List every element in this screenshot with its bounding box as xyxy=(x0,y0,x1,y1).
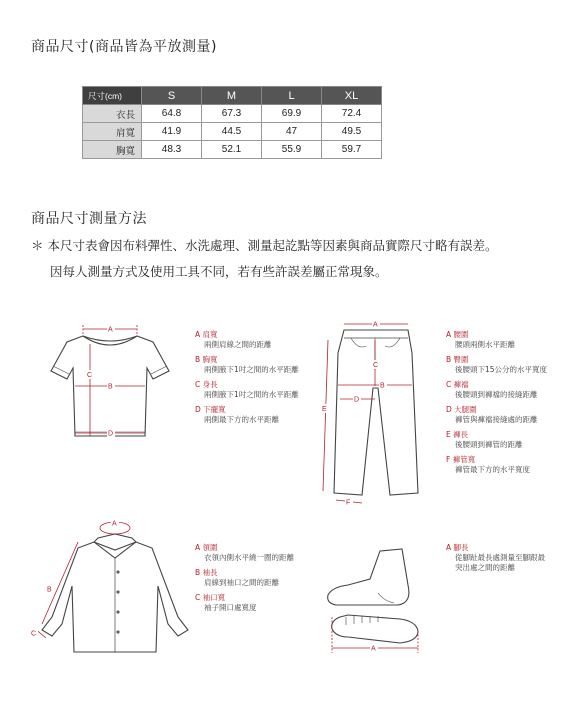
size-table-corner: 尺寸(cm) xyxy=(83,87,142,105)
legend-desc: 兩側腋下1吋之間的水平距離 xyxy=(204,365,299,374)
tshirt-mark-a: A xyxy=(108,326,113,334)
table-row xyxy=(83,105,382,123)
legend-item xyxy=(446,405,547,425)
legend-desc: 後腰頭下15公分的水平寬度 xyxy=(455,365,548,374)
legend-item xyxy=(195,355,299,375)
tshirt-mark-b: B xyxy=(108,383,113,391)
legend-label: D 大腿圍 xyxy=(446,405,477,414)
shirt-mark-c: C xyxy=(31,630,37,638)
size-col-s: S xyxy=(142,87,202,105)
legend-desc: 從腳趾最長處測量至腳跟最突出處之間的距離 xyxy=(455,553,545,572)
legend-item xyxy=(195,568,294,588)
table-cell: 69.9 xyxy=(262,105,322,123)
pants-mark-f: F xyxy=(346,499,351,507)
table-row xyxy=(83,123,382,141)
pants-mark-b: B xyxy=(380,382,385,390)
pants-diagram xyxy=(318,318,433,508)
size-table-header xyxy=(83,87,382,105)
pants-mark-e: E xyxy=(322,406,327,413)
legend-label: C 身長 xyxy=(195,380,218,389)
tshirt-mark-d: D xyxy=(108,430,114,438)
size-col-xl: XL xyxy=(322,87,382,105)
legend-item xyxy=(446,455,547,475)
legend-desc: 袖子開口處寬度 xyxy=(204,603,257,612)
foot-sole-outline xyxy=(332,615,418,643)
size-col-l: L xyxy=(262,87,322,105)
shirt-mark-a: A xyxy=(112,520,117,528)
legend-item xyxy=(446,355,547,375)
size-title: 商品尺寸(商品皆為平放測量) xyxy=(31,39,217,55)
legend-desc: 腰頭兩側水平距離 xyxy=(455,340,515,349)
legend-item xyxy=(195,543,294,563)
legend-desc: 褲管與褲襠接縫處的距離 xyxy=(455,415,538,424)
pants-mark-c: C xyxy=(373,362,379,369)
pants-mark-a: A xyxy=(373,321,378,329)
legend-item xyxy=(195,380,299,400)
table-cell: 64.8 xyxy=(142,105,202,123)
table-row xyxy=(83,141,382,159)
table-cell: 47 xyxy=(262,123,322,141)
legend-desc: 褲管最下方的水平寬度 xyxy=(455,465,530,474)
shirt-legend xyxy=(195,543,294,618)
table-cell: 44.5 xyxy=(202,123,262,141)
pants-outline xyxy=(334,330,418,495)
legend-label: A 腰圍 xyxy=(446,330,469,339)
legend-label: B 臀圍 xyxy=(446,355,469,364)
table-cell: 59.7 xyxy=(322,141,382,159)
legend-item xyxy=(446,380,547,400)
note-line-2: 因每人測量方式及使用工具不同，若有些許誤差屬正常現象。 xyxy=(50,264,388,279)
size-col-m: M xyxy=(202,87,262,105)
legend-item xyxy=(195,405,299,425)
legend-label: A 肩寬 xyxy=(195,330,218,339)
pants-legend xyxy=(446,330,547,480)
legend-item xyxy=(195,330,299,350)
shirt-diagram xyxy=(28,512,188,652)
legend-desc: 後腰頭到褲管的距離 xyxy=(455,440,523,449)
table-cell: 72.4 xyxy=(322,105,382,123)
row-label: 胸寬 xyxy=(83,141,142,159)
table-cell: 67.3 xyxy=(202,105,262,123)
legend-label: B 袖長 xyxy=(195,568,218,577)
method-title: 商品尺寸測量方法 xyxy=(31,211,147,227)
legend-desc: 肩線到袖口之間的距離 xyxy=(204,578,279,587)
legend-label: C 褲襠 xyxy=(446,380,469,389)
legend-desc: 衣領內側水平繞一圈的距離 xyxy=(204,553,294,562)
table-cell: 55.9 xyxy=(262,141,322,159)
foot-legend xyxy=(446,543,546,578)
tshirt-diagram xyxy=(45,316,175,446)
size-table xyxy=(82,86,382,159)
legend-label: E 褲長 xyxy=(446,430,469,439)
legend-item xyxy=(446,543,546,573)
foot-diagram xyxy=(318,545,428,660)
legend-desc: 兩側肩線之間的距離 xyxy=(204,340,272,349)
row-label: 衣長 xyxy=(83,105,142,123)
foot-mark-a: A xyxy=(371,645,376,653)
legend-desc: 兩側腋下1吋之間的水平距離 xyxy=(204,390,299,399)
legend-desc: 兩側最下方的水平距離 xyxy=(204,415,279,424)
legend-label: F 褲管寬 xyxy=(446,455,476,464)
legend-label: C 袖口寬 xyxy=(195,593,226,602)
tshirt-mark-c: C xyxy=(87,372,93,379)
tshirt-legend xyxy=(195,330,299,430)
shirt-mark-b: B xyxy=(47,586,52,594)
note-line-1: ＊ 本尺寸表會因布料彈性、水洗處理、測量起訖點等因素與商品實際尺寸略有誤差。 xyxy=(31,238,498,253)
foot-side-outline xyxy=(328,549,409,605)
legend-item xyxy=(446,430,547,450)
row-label: 肩寬 xyxy=(83,123,142,141)
table-cell: 48.3 xyxy=(142,141,202,159)
legend-desc: 後腰頭到褲襠的接縫距離 xyxy=(455,390,538,399)
pants-mark-d: D xyxy=(354,396,360,404)
table-cell: 41.9 xyxy=(142,123,202,141)
legend-label: A 領圍 xyxy=(195,543,218,552)
table-cell: 52.1 xyxy=(202,141,262,159)
table-cell: 49.5 xyxy=(322,123,382,141)
legend-label: A 腳長 xyxy=(446,543,469,552)
legend-item xyxy=(195,593,294,613)
legend-label: D 下擺寬 xyxy=(195,405,226,414)
legend-label: B 胸寬 xyxy=(195,355,218,364)
legend-item xyxy=(446,330,547,350)
